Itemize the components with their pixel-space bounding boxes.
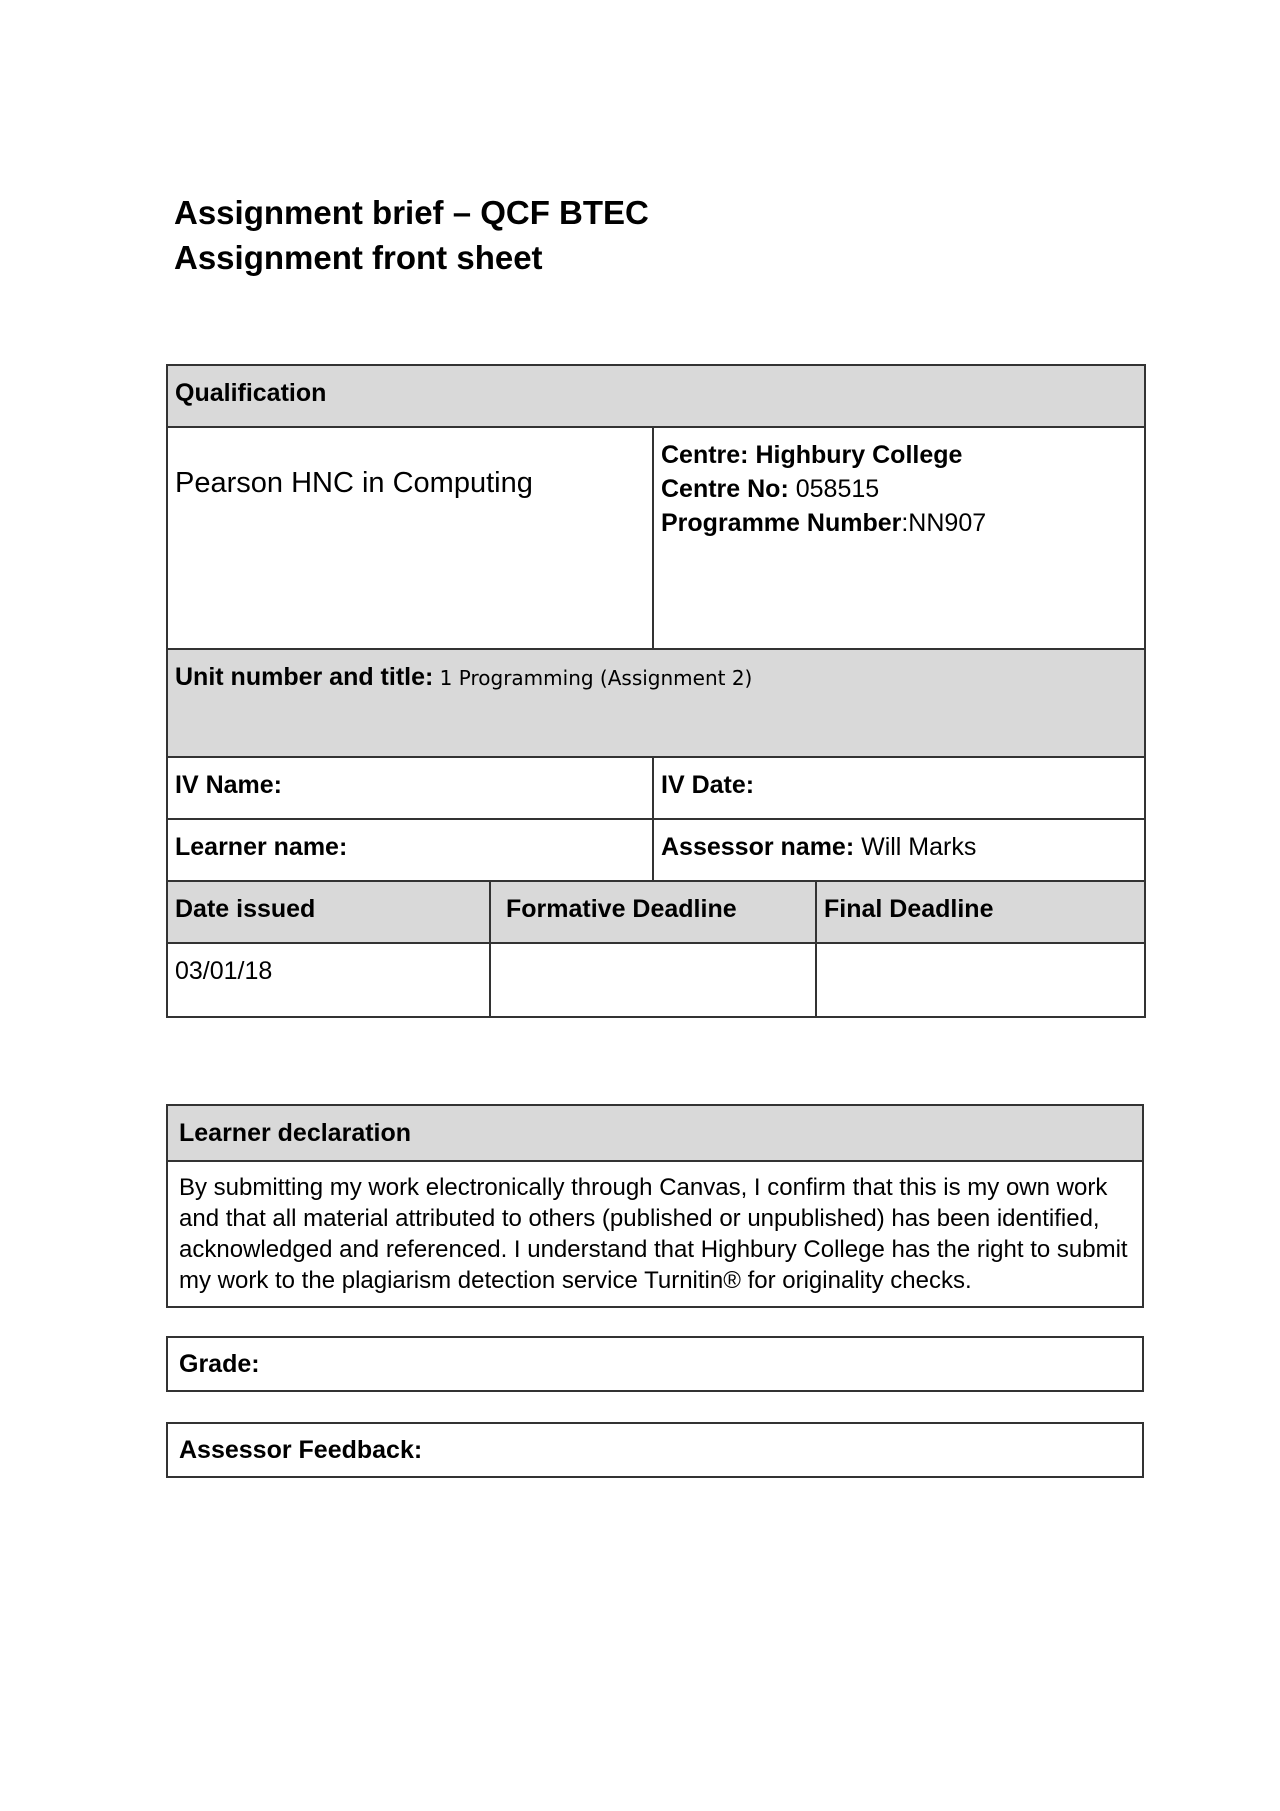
iv-name-field: IV Name: <box>167 757 653 819</box>
qualification-value: Pearson HNC in Computing <box>167 427 653 649</box>
formative-deadline-value <box>490 943 816 1017</box>
unit-row <box>167 649 1145 757</box>
learner-declaration-table <box>166 1104 1144 1308</box>
assignment-details-table <box>166 364 1146 1018</box>
grade-table <box>166 1336 1144 1392</box>
formative-deadline-header: Formative Deadline <box>490 881 816 943</box>
title-line-2: Assignment front sheet <box>174 239 543 276</box>
iv-date-field: IV Date: <box>653 757 1145 819</box>
page-title <box>174 190 649 280</box>
final-deadline-value <box>816 943 1145 1017</box>
centre-name: Centre: Highbury College <box>661 441 963 469</box>
final-deadline-header: Final Deadline <box>816 881 1145 943</box>
qualification-header: Qualification <box>167 365 1145 427</box>
grade-field: Grade: <box>167 1337 1143 1391</box>
assessor-name-field: Assessor name: Will Marks <box>653 819 1145 881</box>
date-issued-value: 03/01/18 <box>167 943 490 1017</box>
declaration-header: Learner declaration <box>167 1105 1143 1161</box>
declaration-text: By submitting my work electronically through Canvas, I confirm that this is my own work and that all material attributed to others (published or unpublished) has been identified, acknowledged and referenced. I understand that Highbury College has the right to submit my work to the plagiarism detection service Turnitin® for originality checks. <box>167 1161 1143 1307</box>
learner-name-field: Learner name: <box>167 819 653 881</box>
unit-label: Unit number and title: <box>175 663 434 691</box>
feedback-table <box>166 1422 1144 1478</box>
date-issued-header: Date issued <box>167 881 490 943</box>
assessor-feedback-field: Assessor Feedback: <box>167 1423 1143 1477</box>
title-line-1: Assignment brief – QCF BTEC <box>174 194 649 231</box>
centre-number: Centre No: 058515 <box>661 475 880 503</box>
programme-number: Programme Number:NN907 <box>661 509 987 537</box>
centre-info <box>653 427 1145 649</box>
unit-value: 1 Programming (Assignment 2) <box>433 666 753 690</box>
